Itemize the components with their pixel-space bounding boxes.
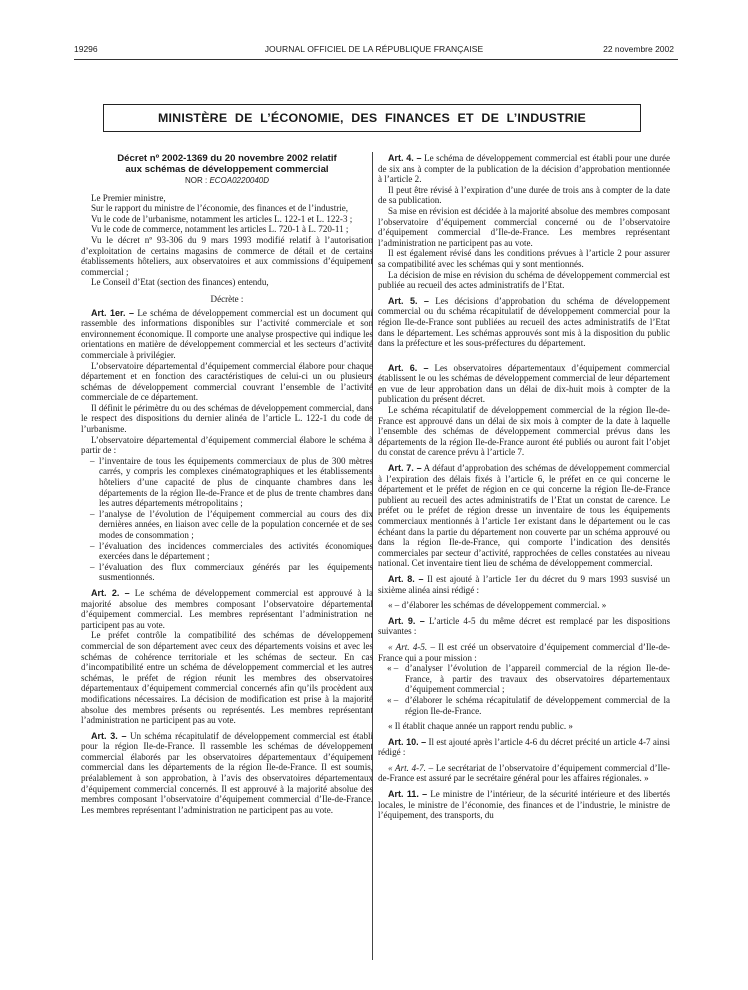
list-item: « – d’élaborer le schéma récapitulatif de développement commercial de la région Ile-de-France.: [387, 695, 670, 716]
preamble-line: Le Premier ministre,: [91, 192, 166, 203]
article-4-p5: La décision de mise en révision du schéma de développement commercial est publiée au recueil des actes administratifs de l’Etat.: [378, 269, 670, 291]
article-label: Art. 6. –: [388, 362, 429, 373]
article-label: Art. 8. –: [388, 573, 424, 584]
article-label: Art. 11. –: [388, 789, 428, 800]
preamble-line: Vu le décret nº 93-306 du 9 mars 1993 modifié relatif à l’autorisation d’exploitation de certains magasins de commerce de détail et de certains établissements hôteliers, aux observatoires et aux commissions d’équipement commercial ;: [81, 234, 373, 277]
nor-code: ECOA0220040D: [209, 176, 270, 185]
article-6-p1: Art. 6. – Les observatoires départementaux d’équipement commercial établissent le ou les schémas de développement commercial de leur département en vue de leur approbation dans un délai de dix-huit mois à compter de la publication du présent décret.: [378, 362, 670, 405]
nor-label: NOR :: [184, 176, 208, 185]
article-8-p2: « – d’élaborer les schémas de développement commercial. »: [388, 600, 607, 611]
page-header: [74, 40, 674, 58]
article-label: Art. 3. –: [91, 730, 127, 741]
preamble-line: Le Conseil d’Etat (section des finances) entendu,: [91, 277, 269, 288]
quote-label: « Art. 4-7.: [388, 762, 426, 773]
preamble-line: Sur le rapport du ministre de l’économie, des finances et de l’industrie,: [91, 203, 349, 214]
preamble-line: Vu le code de l’urbanisme, notamment les articles L. 122-1 et L. 122-3 ;: [91, 213, 353, 224]
article-11-p1: Art. 11. – Le ministre de l’intérieur, de la sécurité intérieure et des libertés locales, le ministre de l’économie, des finances et de l’industrie, le ministre de l’équipement, des transports, du: [378, 789, 670, 821]
article-1-p2: L’observatoire départemental d’équipement commercial élabore pour chaque département et en fonction des caractéristiques de celui-ci un ou plusieurs schémas de développement commercial couvrant l’ensemble de l’activité commerciale de ce département.: [81, 360, 373, 403]
quote-label: « Art. 4-5.: [388, 641, 428, 652]
list-item: – l’inventaire de tous les équipements commerciaux de plus de 300 mètres carrés, y compris les complexes cinématographiques et les établissements hôteliers d’une capacité de plus de cinquante chambres dans les départements de la région Ile-de-France et de plus de trente chambres dans les autres départements métropolitains ;: [90, 456, 373, 509]
decrete-heading: Décrète :: [210, 293, 244, 304]
article-10-p1: Art. 10. – Il est ajouté après l’article 4-6 du décret précité un article 4-7 ainsi rédigé :: [378, 736, 671, 758]
article-2-p1: Art. 2. – Le schéma de développement commercial est approuvé à la majorité absolue des membres composant l’observatoire départemental d’équipement commercial. Les membres représentant l’administration ne participent pas au vote.: [81, 587, 374, 630]
list-item: – l’évaluation des flux commerciaux générés par les équipements susmentionnés.: [90, 562, 373, 583]
article-5-p1: Art. 5. – Les décisions d’approbation du schéma de développement commercial ou du schéma récapitulatif de développement commercial pour la région Ile-de-France sont publiées au recueil des actes administratifs de l’Etat dans le département. Les schémas approuvés sont mis à la disposition du public dans la préfecture et les sous-préfectures du département.: [378, 295, 671, 349]
article-4-p3: Sa mise en révision est décidée à la majorité absolue des membres composant l’observatoire d’équipement commercial concerné ou de l’observatoire d’équipement commercial d’Ile-de-France. Les membres représentant l’administration ne participent pas au vote.: [378, 205, 670, 248]
article-label: Art. 5. –: [388, 295, 429, 306]
article-6-p2: Le schéma récapitulatif de développement commercial de la région Ile-de-France est approuvé dans un délai de six mois à compter de la date à laquelle l’ensemble des schémas de développement commercial prévus dans les départements de la région Ile-de-France auront été publiés ou auront fait l’objet du constat de carence prévu à l’article 7.: [378, 405, 670, 458]
article-3-p1: Art. 3. – Un schéma récapitulatif de développement commercial est établi pour la région Ile-de-France. Il rassemble les schémas de développement commercial élaborés par les observatoires départementaux d’équipement commercial dans les départements de la région Ile-de-France. Il est soumis, préalablement à son approbation, à l’avis des observatoires départementaux d’équipement commercial concernés. Il est approuvé à la majorité absolue des membres composant l’observatoire d’équipement commercial d’Ile-de-France. Les membres représentant l’administration ne participent pas au vote.: [81, 730, 373, 815]
article-label: Art. 7. –: [388, 463, 422, 474]
article-9-p2: « Art. 4-5. – Il est créé un observatoire d’équipement commercial d’Ile-de-France qui a pour mission :: [378, 641, 671, 663]
article-1-p4: L’observatoire départemental d’équipement commercial élabore le schéma à partir de :: [81, 434, 373, 456]
preamble-line: Vu le code de commerce, notamment les articles L. 720-1 à L. 720-11 ;: [91, 224, 349, 235]
article-label: Art. 9. –: [388, 615, 425, 626]
decree-title-line2: aux schémas de développement commercial: [125, 164, 329, 175]
article-10-p2: « Art. 4-7. – Le secrétariat de l’observatoire d’équipement commercial d’Ile-de-France est assuré par le secrétaire général pour les affaires régionales. »: [378, 762, 671, 784]
header-rule: [74, 59, 678, 60]
list-item: « – d’analyser l’évolution de l’appareil commercial de la région Ile-de-France, à partir des travaux des observatoires départementaux d’équipement commercial ;: [387, 663, 670, 695]
article-4-p2: Il peut être révisé à l’expiration d’une durée de trois ans à compter de la date de sa publication.: [378, 184, 670, 206]
article-1-list: [81, 456, 373, 583]
nor-reference: [81, 176, 373, 187]
article-label: Art. 4. –: [388, 153, 422, 163]
left-column: [81, 153, 373, 815]
article-9-p1: Art. 9. – L’article 4-5 du même décret est remplacé par les dispositions suivantes :: [378, 615, 670, 637]
article-label: Art. 1er. –: [91, 307, 135, 318]
article-4-p4: Il est également révisé dans les conditions prévues à l’article 2 pour assurer sa compatibilité avec les schémas qui y sont mentionnés.: [378, 248, 670, 269]
page-number: 19296: [74, 44, 98, 54]
article-7-p1: Art. 7. – A défaut d’approbation des schémas de développement commercial à l’expiration des délais fixés à l’article 6, le préfet en ce qui concerne le département et le préfet de région en ce qui concerne la région Ile-de-France publient au recueil des actes administratifs de l’Etat un constat de carence. Le préfet ou le préfet de région dresse un inventaire de tous les équipements commerciaux mentionnés à l’article 1er existant dans le département ou le cas échéant dans la partie du département non couverte par un schéma approuvé ou dans la région Ile-de-France, qui comporte l’indication des densités commerciales par secteur d’activité, rapprochées de celles constatées au niveau national. Cet inventaire tient lieu de schéma de développement commercial.: [378, 463, 671, 569]
journal-title: JOURNAL OFFICIEL DE LA RÉPUBLIQUE FRANÇAISE: [264, 44, 484, 54]
article-label: Art. 10. –: [388, 736, 427, 747]
article-9-list: [378, 663, 670, 716]
article-label: Art. 2. –: [91, 587, 130, 598]
article-9-p3: « Il établit chaque année un rapport rendu public. »: [388, 721, 573, 732]
article-4-p1: Art. 4. – Le schéma de développement commercial est établi pour une durée de six ans à compter de la publication de la décision d’approbation mentionnée à l’article 2.: [378, 153, 670, 185]
right-column: [378, 153, 670, 821]
decree-title-line1: Décret nº 2002-1369 du 20 novembre 2002 relatif: [117, 153, 337, 164]
publication-date: 22 novembre 2002: [603, 44, 674, 54]
article-1-p3: Il définit le périmètre du ou des schémas de développement commercial, dans le respect des dispositions du dernier alinéa de l’article L. 122-1 du code de l’urbanisme.: [81, 402, 373, 435]
article-8-p1: Art. 8. – Il est ajouté à l’article 1er du décret du 9 mars 1993 susvisé un sixième alinéa ainsi rédigé :: [378, 573, 671, 595]
ministry-banner: MINISTÈRE DE L’ÉCONOMIE, DES FINANCES ET DE L’INDUSTRIE: [103, 104, 641, 132]
list-item: – l’évaluation des incidences commerciales des activités économiques exercées dans le département ;: [90, 541, 373, 562]
article-1-p1: Art. 1er. – Le schéma de développement commercial est un document qui rassemble des informations disponibles sur l’activité commerciale et son environnement économique. Il comporte une analyse prospective qui indique les orientations en matière de développement commercial et les secteurs d’activité commerciale à privilégier.: [81, 307, 373, 360]
article-2-p2: Le préfet contrôle la compatibilité des schémas de développement commercial de son département avec ceux des départements voisins et avec les schémas de cohérence territoriale et les schémas de secteur. En cas d’incompatibilité entre un schéma de développement commercial et les autres schémas, le préfet de région réunit les membres des observatoires départementaux d’équipement commercial concernés afin qu’ils procèdent aux modifications nécessaires. La décision de modification est prise à la majorité absolue des membres présents ou représentés. Les membres représentant l’administration ne participent pas au vote.: [81, 630, 373, 726]
list-item: – l’analyse de l’évolution de l’équipement commercial au cours des dix dernières années, en liaison avec celle de la population concernée et de ses modes de consommation ;: [90, 509, 373, 541]
